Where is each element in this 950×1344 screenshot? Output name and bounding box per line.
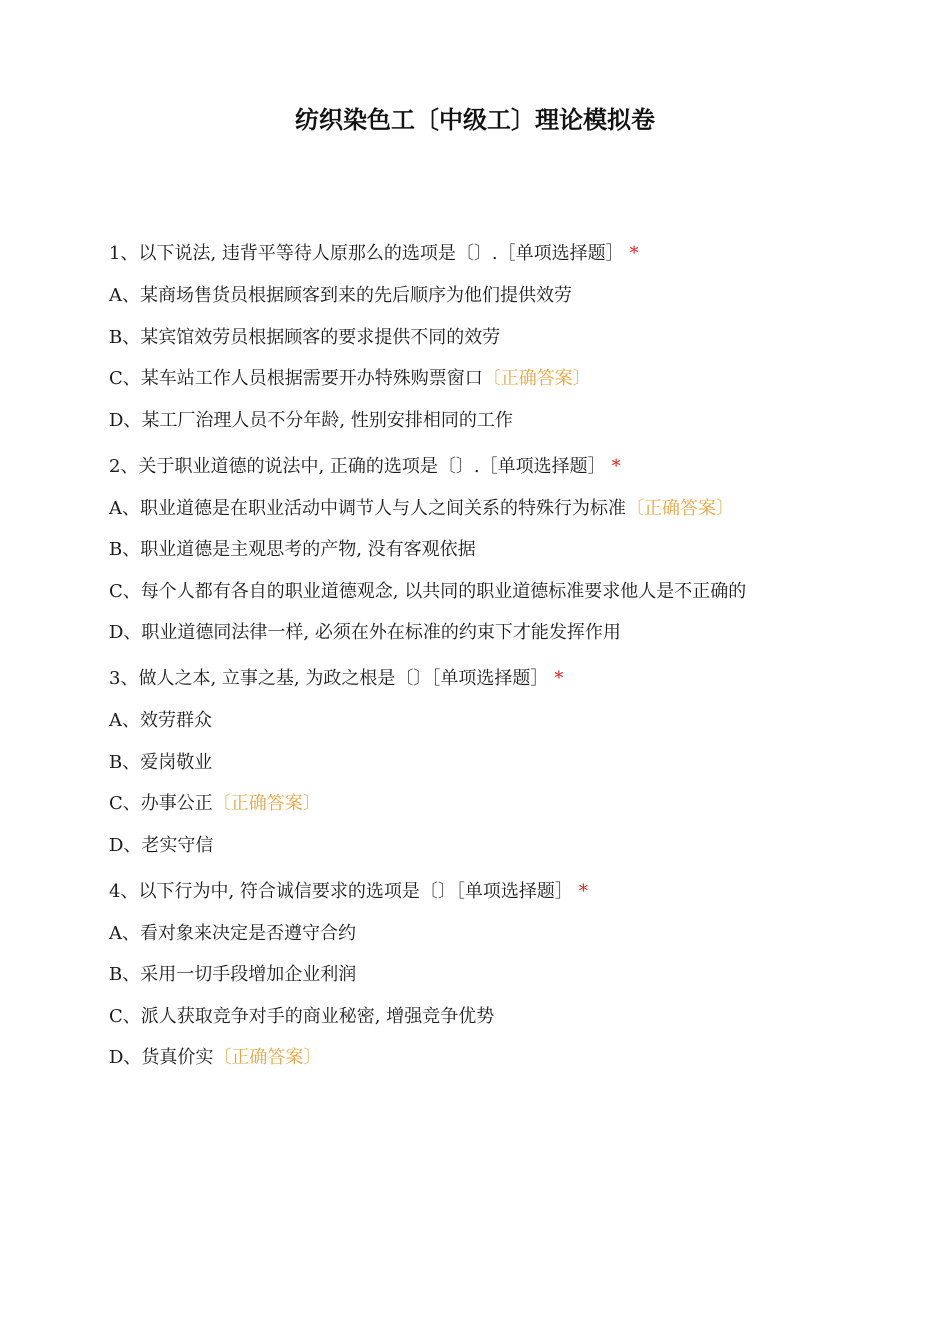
option-text: A、效劳群众 [109, 710, 212, 731]
correct-answer-mark: 〔正确答案〕 [482, 368, 591, 389]
option-a[interactable] [109, 491, 909, 527]
correct-answer-mark: 〔正确答案〕 [212, 793, 321, 814]
option-b[interactable] [109, 320, 909, 356]
correct-answer-mark: 〔正确答案〕 [213, 1047, 322, 1068]
option-text: B、爱岗敬业 [109, 751, 213, 773]
option-text: C、办事公正 [109, 793, 213, 814]
option-c[interactable] [109, 786, 909, 822]
page-title: 纺织染色工〔中级工〕理论模拟卷 [295, 106, 655, 134]
option-text: A、看对象来决定是否遵守合约 [109, 922, 356, 944]
required-mark: * [578, 880, 588, 902]
question-2 [109, 449, 909, 652]
question-stem [109, 449, 909, 485]
option-text: B、职业道德是主观思考的产物, 没有客观依据 [109, 539, 476, 560]
option-d[interactable] [109, 403, 909, 439]
question-text: 1、以下说法, 违背平等待人原那么的选项是〔〕.［单项选择题］ [109, 243, 624, 264]
option-d[interactable] [109, 828, 909, 864]
option-b[interactable] [109, 745, 909, 781]
question-text: 4、以下行为中, 符合诚信要求的选项是〔〕［单项选择题］ [109, 880, 573, 902]
option-text: C、每个人都有各自的职业道德观念, 以共同的职业道德标准要求他人是不正确的 [109, 580, 747, 602]
option-c[interactable] [109, 361, 909, 397]
option-text: D、货真价实 [109, 1047, 214, 1068]
option-a[interactable] [109, 703, 909, 739]
option-b[interactable] [109, 957, 909, 993]
question-4 [109, 874, 909, 1077]
option-text: C、某车站工作人员根据需要开办特殊购票窗口 [109, 368, 483, 389]
question-stem [109, 236, 909, 272]
question-stem [109, 661, 909, 697]
question-1 [109, 236, 909, 439]
option-text: C、派人获取竞争对手的商业秘密, 增强竞争优势 [109, 1005, 495, 1027]
required-mark: * [554, 668, 564, 689]
option-text: D、某工厂治理人员不分年龄, 性别安排相同的工作 [109, 409, 513, 431]
question-text: 2、关于职业道德的说法中, 正确的选项是〔〕.［单项选择题］ [109, 455, 606, 477]
question-3 [109, 661, 909, 864]
option-text: A、职业道德是在职业活动中调节人与人之间关系的特殊行为标准 [109, 497, 626, 519]
option-text: A、某商场售货员根据顾客到来的先后顺序为他们提供效劳 [109, 285, 572, 306]
correct-answer-mark: 〔正确答案〕 [626, 497, 734, 519]
option-text: D、老实守信 [109, 834, 214, 856]
option-d[interactable] [109, 1040, 909, 1076]
option-c[interactable] [109, 574, 909, 610]
required-mark: * [629, 243, 639, 264]
question-list [109, 236, 909, 1082]
option-text: B、采用一切手段增加企业利润 [109, 964, 357, 985]
option-a[interactable] [109, 278, 909, 314]
option-d[interactable] [109, 615, 909, 651]
option-c[interactable] [109, 999, 909, 1035]
option-text: B、某宾馆效劳员根据顾客的要求提供不同的效劳 [109, 326, 501, 348]
option-text: D、职业道德同法律一样, 必须在外在标准的约束下才能发挥作用 [109, 622, 621, 643]
question-text: 3、做人之本, 立事之基, 为政之根是〔〕［单项选择题］ [109, 668, 549, 689]
question-stem [109, 874, 909, 910]
option-a[interactable] [109, 916, 909, 952]
required-mark: * [611, 455, 621, 477]
option-b[interactable] [109, 532, 909, 568]
